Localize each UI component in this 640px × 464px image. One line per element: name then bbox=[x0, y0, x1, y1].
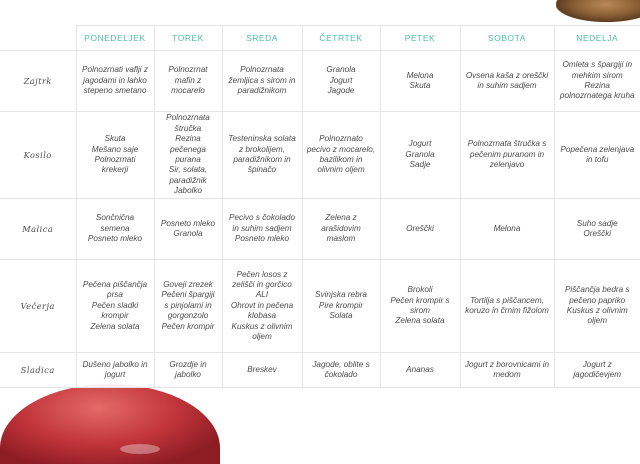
meal-cell: Popečena zelenjava in tofu bbox=[554, 112, 640, 199]
day-header: PONEDELJEK bbox=[76, 26, 154, 51]
day-header: NEDELJA bbox=[554, 26, 640, 51]
meal-cell: Brokoli Pečen krompir s sirom Zelena solata bbox=[380, 260, 460, 353]
meal-label: Kosilo bbox=[0, 112, 76, 199]
meal-label: Večerja bbox=[0, 260, 76, 353]
meal-cell: Skuta Mešano saje Polnozrnati krekerji bbox=[76, 112, 154, 199]
table-row bbox=[0, 199, 640, 260]
meal-cell: Polnozrnat mafin z mocarelo bbox=[154, 51, 222, 112]
meal-label: Zajtrk bbox=[0, 51, 76, 112]
meal-cell: Posneto mleko Granola bbox=[154, 199, 222, 260]
meal-cell: Jogurt z jagodičevjem bbox=[554, 353, 640, 388]
meal-plan-table bbox=[0, 25, 640, 388]
day-header: SREDA bbox=[222, 26, 302, 51]
meal-cell: Zelena z arašidovim maslom bbox=[302, 199, 380, 260]
table-row bbox=[0, 51, 640, 112]
day-header: SOBOTA bbox=[460, 26, 554, 51]
meal-cell: Jogurt Granola Sadje bbox=[380, 112, 460, 199]
meal-cell: Polnozrnata štručka s pečenim puranom in zelenjavo bbox=[460, 112, 554, 199]
meal-cell: Pecivo s čokolado in suhim sadjem Posneto mleko bbox=[222, 199, 302, 260]
meal-cell: Pečena piščančja prsa Pečen sladki krompir Zelena solata bbox=[76, 260, 154, 353]
meal-cell: Polnozrnata žemljica s sirom in paradižnikom bbox=[222, 51, 302, 112]
meal-cell: Breskev bbox=[222, 353, 302, 388]
day-header: ČETRTEK bbox=[302, 26, 380, 51]
meal-cell: Sončnična semena Posneto mleko bbox=[76, 199, 154, 260]
meal-cell: Pečen losos z zelišči in gorčico ALI Ohrovt in pečena klobasa Kuskus z olivnim oljem bbox=[222, 260, 302, 353]
meal-cell: Jagode, oblite s čokolado bbox=[302, 353, 380, 388]
header-corner bbox=[0, 26, 76, 51]
meal-cell: Svinjska rebra Pire krompir Solata bbox=[302, 260, 380, 353]
meal-cell: Polnozrnata štručka Rezina pečenega purana Sir, solata, paradižnik Jabolko bbox=[154, 112, 222, 199]
meal-cell: Granola Jogurt Jagode bbox=[302, 51, 380, 112]
meal-cell: Oreščki bbox=[380, 199, 460, 260]
day-header: PETEK bbox=[380, 26, 460, 51]
day-header: TOREK bbox=[154, 26, 222, 51]
meal-cell: Melona Skuta bbox=[380, 51, 460, 112]
meal-cell: Piščančja bedra s pečeno papriko Kuskus z olivnim oljem bbox=[554, 260, 640, 353]
meal-cell: Tortilja s piščancem, koruzo in črnim fižolom bbox=[460, 260, 554, 353]
meal-cell: Grozdje in jabolko bbox=[154, 353, 222, 388]
meal-cell: Testeninska solata z brokolijem, paradižnikom in špinačo bbox=[222, 112, 302, 199]
meal-cell: Ovsena kaša z oreščki in suhim sadjem bbox=[460, 51, 554, 112]
meal-label: Sladica bbox=[0, 353, 76, 388]
meal-label: Malica bbox=[0, 199, 76, 260]
meal-cell: Polnozrnato pecivo z mocarelo, bazilikom in olivnim oljem bbox=[302, 112, 380, 199]
table-row bbox=[0, 112, 640, 199]
apple-photo bbox=[0, 384, 220, 464]
meal-cell: Jogurt z borovnicami in medom bbox=[460, 353, 554, 388]
meal-cell: Polnozrnati vaflji z jagodami in lahko stepeno smetano bbox=[76, 51, 154, 112]
meal-cell: Dušeno jabolko in jogurt bbox=[76, 353, 154, 388]
table-row bbox=[0, 260, 640, 353]
header-row bbox=[0, 26, 640, 51]
meal-cell: Melona bbox=[460, 199, 554, 260]
meal-cell: Suho sadje Oreščki bbox=[554, 199, 640, 260]
meal-cell: Goveji zrezek Pečeni špargiji s pinjolami in gorgonzolo Pečen krompir bbox=[154, 260, 222, 353]
table-row bbox=[0, 353, 640, 388]
nuts-photo bbox=[556, 0, 640, 22]
meal-cell: Ananas bbox=[380, 353, 460, 388]
meal-cell: Omleta s špargiji in mehkim sirom Rezina polnozrnatega kruha bbox=[554, 51, 640, 112]
